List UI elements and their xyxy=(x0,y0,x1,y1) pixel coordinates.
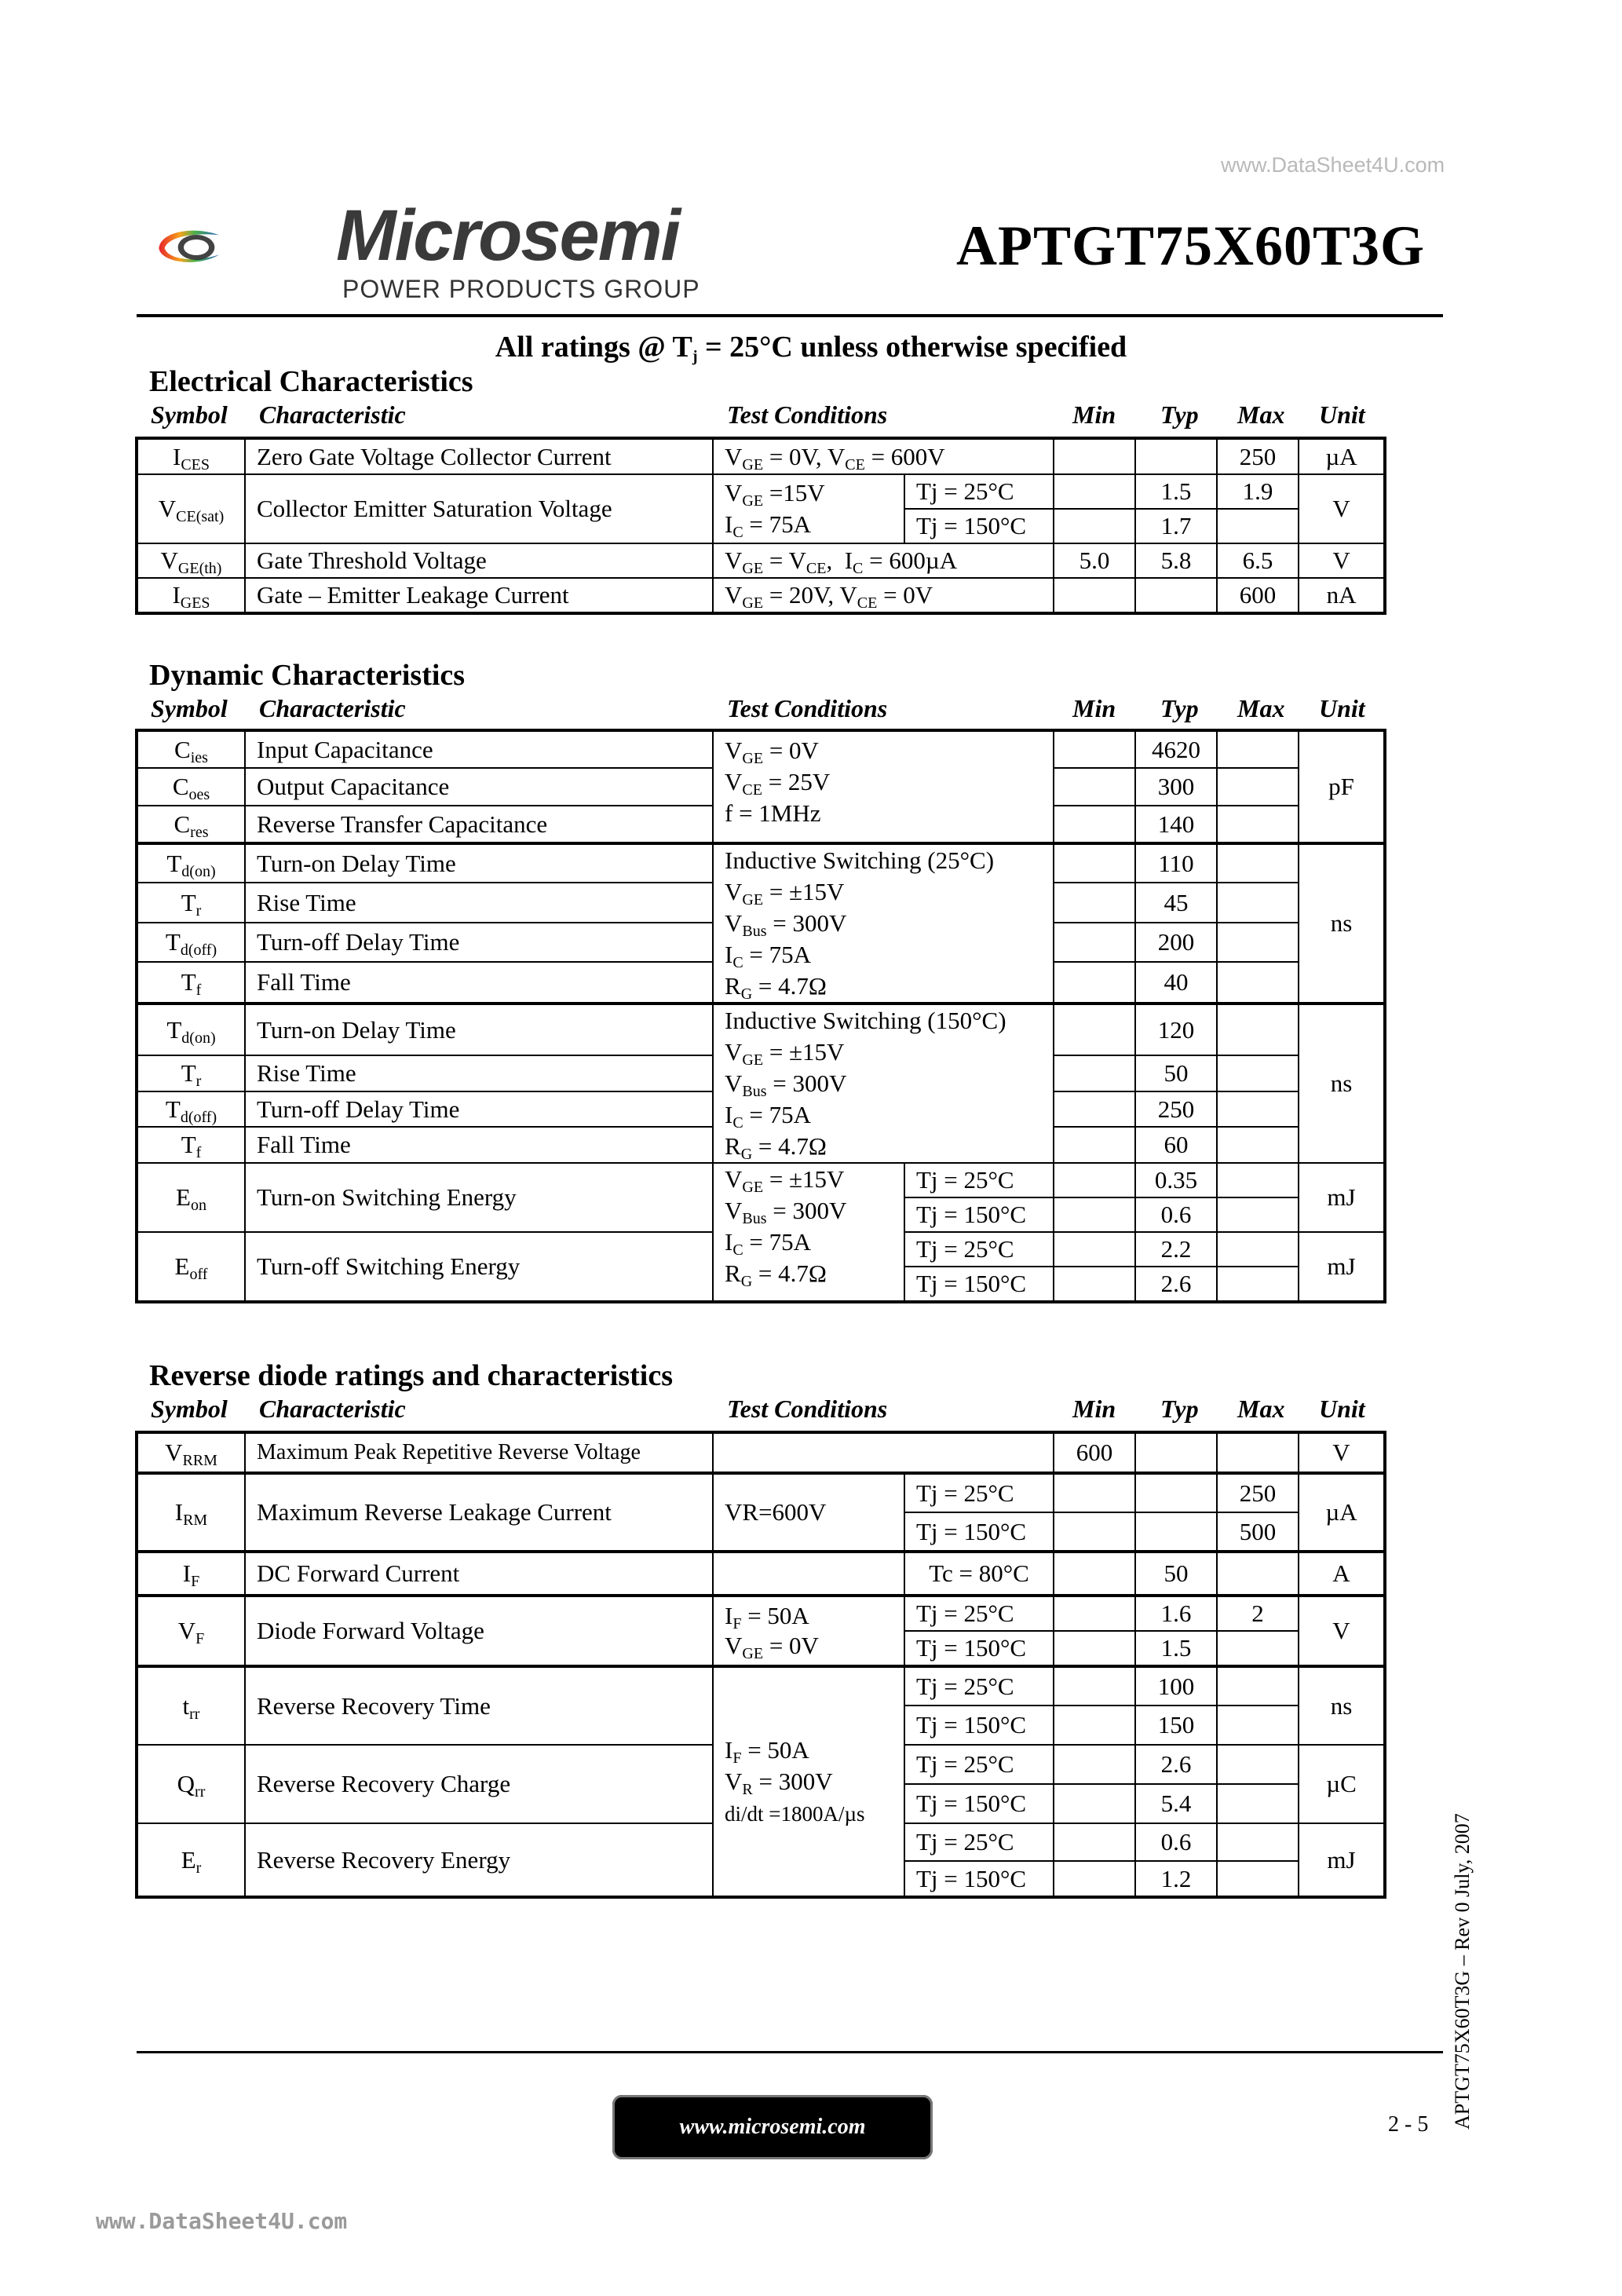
cond-recovery: $I_F = 50A$ $V_R = 300V$ di/dt =1800A/µs xyxy=(713,1666,904,1897)
typ-eoff-1: 2.2 xyxy=(1135,1232,1217,1267)
ratings-line: All ratings @ $T_j = 25^\circ C$ unless otherwise specified xyxy=(495,331,1127,365)
unit-vrrm: V xyxy=(1299,1432,1385,1473)
hdr-characteristic: Characteristic xyxy=(259,400,406,429)
char-tdon-25: Turn-on Delay Time xyxy=(245,843,713,883)
symbol-tdoff-25: $T_{d(off)}$ xyxy=(137,923,245,962)
char-vgeth: Gate Threshold Voltage xyxy=(245,543,713,578)
hdr-symbol: Symbol xyxy=(151,400,228,429)
cond-irm-t2: Tj = 150°C xyxy=(904,1512,1054,1552)
cond-vf-t1: Tj = 25°C xyxy=(904,1596,1054,1631)
hdr-test: Test Conditions xyxy=(727,1395,888,1423)
microsemi-logo-icon xyxy=(157,185,345,303)
char-cres: Reverse Transfer Capacitance xyxy=(245,806,713,843)
hdr-unit: Unit xyxy=(1319,1395,1365,1423)
cond-sw150: Inductive Switching (150°C) $V_{GE} = \pm 15V$ $V_{Bus} = 300V$ $I_C = 75A$ $R_G = 4.7\Omega$ xyxy=(713,1004,1054,1163)
typ-coes: 300 xyxy=(1135,768,1217,806)
cond-energy: $V_{GE} = \pm 15V$ $V_{Bus} = 300V$ $I_C = 75A$ $R_G = 4.7\Omega$ xyxy=(713,1163,904,1302)
unit-er: mJ xyxy=(1299,1823,1385,1897)
max-irm-2: 500 xyxy=(1217,1512,1299,1552)
symbol-coes: $C_{oes}$ xyxy=(137,768,245,806)
char-vf: Diode Forward Voltage xyxy=(245,1596,713,1666)
symbol-if: $I_F$ xyxy=(137,1552,245,1596)
unit-vcesat: V xyxy=(1299,474,1385,543)
char-iges: Gate – Emitter Leakage Current xyxy=(245,578,713,613)
cond-qrr-t1: Tj = 25°C xyxy=(904,1745,1054,1784)
typ-tr-25: 45 xyxy=(1135,883,1217,922)
typ-tf-150: 60 xyxy=(1135,1127,1217,1163)
unit-vgeth: V xyxy=(1299,543,1385,578)
char-tdoff-25: Turn-off Delay Time xyxy=(245,923,713,962)
char-qrr: Reverse Recovery Charge xyxy=(245,1745,713,1823)
cond-vf: $I_F = 50A$ $V_{GE} = 0V$ xyxy=(713,1596,904,1666)
typ-er-2: 1.2 xyxy=(1135,1861,1217,1897)
char-eoff: Turn-off Switching Energy xyxy=(245,1232,713,1302)
cond-eon-t2: Tj = 150°C xyxy=(904,1197,1054,1232)
symbol-iges: $I_{GES}$ xyxy=(137,578,245,613)
hdr-min: Min xyxy=(1072,694,1116,722)
min-vgeth: 5.0 xyxy=(1054,543,1135,578)
symbol-cres: $C_{res}$ xyxy=(137,806,245,843)
char-ices: Zero Gate Voltage Collector Current xyxy=(245,438,713,474)
section-dynamic: Dynamic Characteristics xyxy=(149,659,466,692)
unit-iges: nA xyxy=(1299,578,1385,613)
unit-cap: pF xyxy=(1299,730,1385,843)
symbol-irm: $I_{RM}$ xyxy=(137,1473,245,1552)
diode-table xyxy=(135,1431,1386,1899)
table-row xyxy=(137,843,1385,883)
table-row xyxy=(137,1163,1385,1197)
cond-eoff-t2: Tj = 150°C xyxy=(904,1267,1054,1302)
typ-qrr-2: 5.4 xyxy=(1135,1784,1217,1823)
char-cies: Input Capacitance xyxy=(245,730,713,768)
typ-eoff-2: 2.6 xyxy=(1135,1267,1217,1302)
hdr-unit: Unit xyxy=(1319,694,1365,722)
symbol-tr-25: $T_r$ xyxy=(137,883,245,922)
symbol-cies: $C_{ies}$ xyxy=(137,730,245,768)
unit-sw150: ns xyxy=(1299,1004,1385,1163)
max-irm-1: 250 xyxy=(1217,1473,1299,1512)
symbol-vf: $V_F$ xyxy=(137,1596,245,1666)
table-row xyxy=(137,438,1385,474)
min-vrrm: 600 xyxy=(1054,1432,1135,1473)
unit-if: A xyxy=(1299,1552,1385,1596)
hdr-unit: Unit xyxy=(1319,400,1365,429)
hdr-symbol: Symbol xyxy=(151,694,228,722)
max-iges: 600 xyxy=(1217,578,1299,613)
hdr-min: Min xyxy=(1072,1395,1116,1423)
unit-eoff: mJ xyxy=(1299,1232,1385,1302)
typ-vf-1: 1.6 xyxy=(1135,1596,1217,1631)
char-if: DC Forward Current xyxy=(245,1552,713,1596)
cond-ices: $V_{GE} = 0V$, $V_{CE} = 600V$ xyxy=(713,438,1054,474)
unit-eon: mJ xyxy=(1299,1163,1385,1232)
typ-cres: 140 xyxy=(1135,806,1217,843)
section-electrical: Electrical Characteristics xyxy=(149,365,473,398)
symbol-ices: $I_{CES}$ xyxy=(137,438,245,474)
char-er: Reverse Recovery Energy xyxy=(245,1823,713,1897)
bottom-rule xyxy=(137,2051,1443,2053)
typ-trr-1: 100 xyxy=(1135,1666,1217,1706)
cond-vcesat-t1: Tj = 25°C xyxy=(904,474,1054,509)
typ-vcesat-2: 1.7 xyxy=(1135,509,1217,543)
symbol-tdon-150: $T_{d(on)}$ xyxy=(137,1004,245,1055)
cond-didt: di/dt =1800A/µs xyxy=(725,1801,865,1826)
table-row xyxy=(137,1666,1385,1706)
dynamic-table xyxy=(135,729,1386,1303)
symbol-eon: $E_{on}$ xyxy=(137,1163,245,1232)
electrical-table xyxy=(135,437,1386,615)
cond-vf-t2: Tj = 150°C xyxy=(904,1631,1054,1666)
symbol-tdon-25: $T_{d(on)}$ xyxy=(137,843,245,883)
cond-irm: VR=600V xyxy=(713,1473,904,1552)
header-row-diode xyxy=(0,1395,1622,1426)
unit-trr: ns xyxy=(1299,1666,1385,1745)
cond-trr-t2: Tj = 150°C xyxy=(904,1706,1054,1745)
cond-trr-t1: Tj = 25°C xyxy=(904,1666,1054,1706)
unit-irm: µA xyxy=(1299,1473,1385,1552)
char-eon: Turn-on Switching Energy xyxy=(245,1163,713,1232)
table-row xyxy=(137,730,1385,768)
cond-qrr-t2: Tj = 150°C xyxy=(904,1784,1054,1823)
table-row xyxy=(137,1004,1385,1055)
typ-qrr-1: 2.6 xyxy=(1135,1745,1217,1784)
cond-cap: $V_{GE} = 0V$ $V_{CE} = 25V$ f = 1MHz xyxy=(713,730,1054,843)
cond-sw25: Inductive Switching (25°C) $V_{GE} = \pm 15V$ $V_{Bus} = 300V$ $I_C = 75A$ $R_G = 4.7\Omega$ xyxy=(713,843,1054,1004)
max-vcesat-1: 1.9 xyxy=(1217,474,1299,509)
max-vf-1: 2 xyxy=(1217,1596,1299,1631)
top-rule xyxy=(137,314,1443,317)
symbol-qrr: $Q_{rr}$ xyxy=(137,1745,245,1823)
typ-er-1: 0.6 xyxy=(1135,1823,1217,1861)
typ-tf-25: 40 xyxy=(1135,962,1217,1004)
hdr-typ: Typ xyxy=(1160,1395,1199,1423)
char-vcesat: Collector Emitter Saturation Voltage xyxy=(245,474,713,543)
table-row xyxy=(137,578,1385,613)
symbol-vgeth: $V_{GE(th)}$ xyxy=(137,543,245,578)
char-trr: Reverse Recovery Time xyxy=(245,1666,713,1745)
symbol-vrrm: $V_{RRM}$ xyxy=(137,1432,245,1473)
unit-sw25: ns xyxy=(1299,843,1385,1004)
typ-trr-2: 150 xyxy=(1135,1706,1217,1745)
part-number: APTGT75X60T3G xyxy=(956,214,1426,277)
table-row xyxy=(137,1473,1385,1512)
table-row xyxy=(137,1596,1385,1631)
table-row xyxy=(137,1432,1385,1473)
hdr-typ: Typ xyxy=(1160,694,1199,722)
char-vrrm: Maximum Peak Repetitive Reverse Voltage xyxy=(245,1432,713,1473)
typ-cies: 4620 xyxy=(1135,730,1217,768)
typ-eon-1: 0.35 xyxy=(1135,1163,1217,1197)
cond-er-t1: Tj = 25°C xyxy=(904,1823,1054,1861)
table-row xyxy=(137,1552,1385,1596)
typ-vgeth: 5.8 xyxy=(1135,543,1217,578)
typ-if: 50 xyxy=(1135,1552,1217,1596)
char-coes: Output Capacitance xyxy=(245,768,713,806)
symbol-tf-25: $T_f$ xyxy=(137,962,245,1004)
char-tf-25: Fall Time xyxy=(245,962,713,1004)
typ-tdoff-25: 200 xyxy=(1135,923,1217,962)
table-row xyxy=(137,543,1385,578)
website-link-button[interactable]: www.microsemi.com xyxy=(612,2095,933,2159)
char-irm: Maximum Reverse Leakage Current xyxy=(245,1473,713,1552)
unit-qrr: µC xyxy=(1299,1745,1385,1823)
page-number: 2 - 5 xyxy=(1388,2112,1429,2137)
typ-tr-150: 50 xyxy=(1135,1055,1217,1091)
symbol-tdoff-150: $T_{d(off)}$ xyxy=(137,1091,245,1128)
logo-wordmark: Microsemi xyxy=(336,196,680,276)
hdr-test: Test Conditions xyxy=(727,400,888,429)
typ-tdon-150: 120 xyxy=(1135,1004,1217,1055)
cond-vgeth: $V_{GE} = V_{CE}$, $I_C = 600\mu A$ xyxy=(713,543,1054,578)
table-row xyxy=(137,474,1385,509)
header-row-dynamic xyxy=(0,694,1622,726)
symbol-trr: $t_{rr}$ xyxy=(137,1666,245,1745)
char-tf-150: Fall Time xyxy=(245,1127,713,1163)
cond-vcesat-t2: Tj = 150°C xyxy=(904,509,1054,543)
char-tr-150: Rise Time xyxy=(245,1055,713,1091)
watermark-top: www.DataSheet4U.com xyxy=(1221,153,1445,177)
logo-subtitle: POWER PRODUCTS GROUP xyxy=(342,275,700,303)
cond-sw150-title: Inductive Switching (150°C) xyxy=(725,1007,1006,1034)
cond-er-t2: Tj = 150°C xyxy=(904,1861,1054,1897)
watermark-bottom: www.DataSheet4U.com xyxy=(96,2208,348,2234)
char-tdoff-150: Turn-off Delay Time xyxy=(245,1091,713,1128)
hdr-max: Max xyxy=(1237,694,1285,722)
header-row-electrical xyxy=(0,400,1622,432)
section-diode: Reverse diode ratings and characteristics xyxy=(149,1359,673,1392)
cond-sw25-title: Inductive Switching (25°C) xyxy=(725,846,995,874)
cond-if: Tc = 80°C xyxy=(904,1552,1054,1596)
cond-irm-t1: Tj = 25°C xyxy=(904,1473,1054,1512)
symbol-er: $E_r$ xyxy=(137,1823,245,1897)
typ-tdoff-150: 250 xyxy=(1135,1091,1217,1128)
typ-vcesat-1: 1.5 xyxy=(1135,474,1217,509)
hdr-characteristic: Characteristic xyxy=(259,694,406,722)
symbol-tr-150: $T_r$ xyxy=(137,1055,245,1091)
cond-eoff-t1: Tj = 25°C xyxy=(904,1232,1054,1267)
hdr-test: Test Conditions xyxy=(727,694,888,722)
hdr-max: Max xyxy=(1237,1395,1285,1423)
unit-vf: V xyxy=(1299,1596,1385,1666)
char-tr-25: Rise Time xyxy=(245,883,713,922)
cond-vcesat: $V_{GE} =15V$ $I_C = 75A$ xyxy=(713,474,904,543)
typ-tdon-25: 110 xyxy=(1135,843,1217,883)
symbol-eoff: $E_{off}$ xyxy=(137,1232,245,1302)
hdr-symbol: Symbol xyxy=(151,1395,228,1423)
side-revision: APTGT75X60T3G – Rev 0 July, 2007 xyxy=(1451,1813,1474,2130)
typ-eon-2: 0.6 xyxy=(1135,1197,1217,1232)
max-ices: 250 xyxy=(1217,438,1299,474)
cond-eon-t1: Tj = 25°C xyxy=(904,1163,1054,1197)
symbol-tf-150: $T_f$ xyxy=(137,1127,245,1163)
symbol-vcesat: $V_{CE(sat)}$ xyxy=(137,474,245,543)
hdr-max: Max xyxy=(1237,400,1285,429)
hdr-typ: Typ xyxy=(1160,400,1199,429)
hdr-characteristic: Characteristic xyxy=(259,1395,406,1423)
cond-iges: $V_{GE} = 20V$, $V_{CE} = 0V$ xyxy=(713,578,1054,613)
max-vgeth: 6.5 xyxy=(1217,543,1299,578)
typ-vf-2: 1.5 xyxy=(1135,1631,1217,1666)
char-tdon-150: Turn-on Delay Time xyxy=(245,1004,713,1055)
hdr-min: Min xyxy=(1072,400,1116,429)
unit-ices: µA xyxy=(1299,438,1385,474)
